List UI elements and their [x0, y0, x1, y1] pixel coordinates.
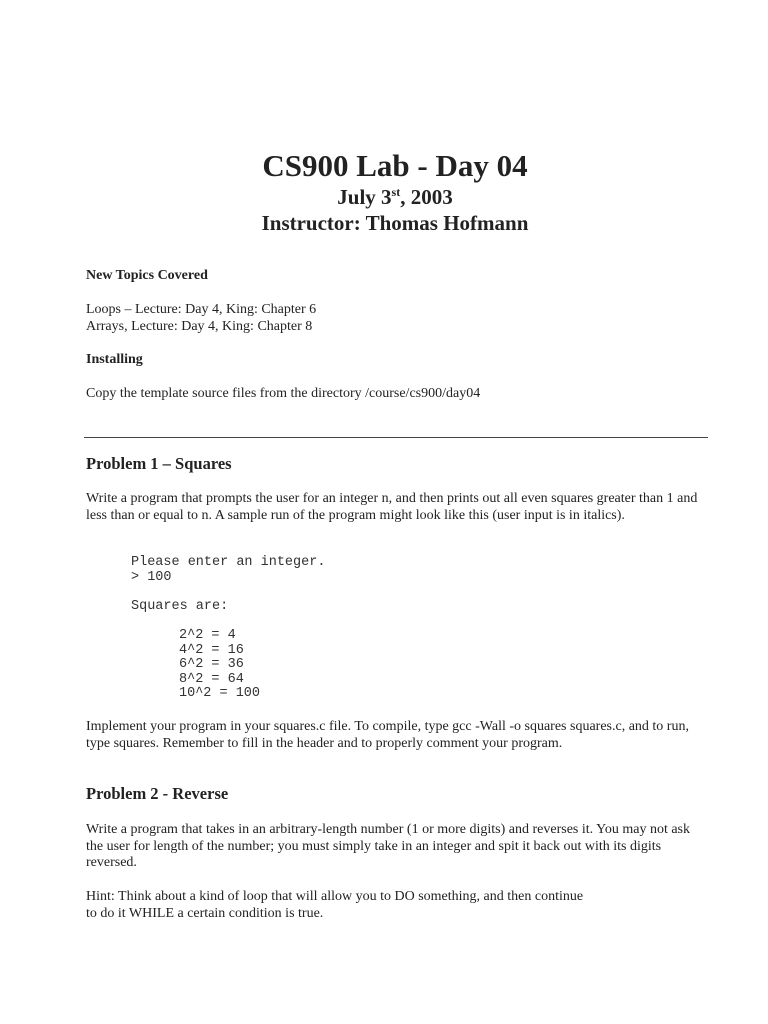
- topic-item: Loops – Lecture: Day 4, King: Chapter 6: [86, 302, 317, 317]
- new-topics-list: [86, 302, 708, 335]
- sample-output-line: 2^2 = 4: [179, 628, 236, 643]
- sample-output-line: 6^2 = 36: [179, 657, 244, 672]
- section-heading: New Topics Covered: [86, 268, 208, 283]
- date-year: , 2003: [400, 185, 453, 209]
- section-heading: Installing: [86, 352, 143, 367]
- date-day: July 3: [337, 185, 392, 209]
- sample-output-line: 10^2 = 100: [179, 686, 261, 701]
- sample-output-line: 8^2 = 64: [179, 671, 244, 687]
- sample-prompt: Please enter an integer.: [131, 555, 326, 570]
- problem1-heading: [86, 456, 708, 475]
- problem-heading: Problem 1 – Squares: [86, 454, 232, 473]
- problem2-hint: [86, 889, 708, 922]
- problem-paragraph: Write a program that prompts the user for an integer n, and then prints out all even squares greater than 1 and less than or equal to n. A sample run of the program might look like this (user input is in italics).: [86, 491, 698, 523]
- installing-text: [86, 386, 708, 403]
- problem2-description: [86, 822, 708, 872]
- problem-heading: Problem 2 - Reverse: [86, 784, 229, 803]
- new-topics-heading: [86, 268, 708, 285]
- sample-output-line: 4^2 = 16: [179, 642, 244, 658]
- sample-squares-label: Squares are:: [131, 599, 229, 614]
- problem2-heading: [86, 786, 708, 805]
- sample-input: > 100: [131, 570, 172, 585]
- hint-line: Hint: Think about a kind of loop that will allow you to DO something, and then continue: [86, 889, 584, 904]
- installing-paragraph: Copy the template source files from the directory /course/cs900/day04: [86, 386, 481, 401]
- date-ordinal: st: [391, 185, 401, 199]
- hint-line: to do it WHILE a certain condition is true.: [86, 905, 324, 921]
- horizontal-divider: [84, 437, 708, 438]
- problem-paragraph: Write a program that takes in an arbitrary-length number (1 or more digits) and reverses it. You may not ask the user for length of the number; you must simply take in an integer and spit it back out with its digits reversed.: [86, 822, 690, 870]
- document-header: [0, 148, 768, 236]
- topic-item: Arrays, Lecture: Day 4, King: Chapter 8: [86, 318, 313, 334]
- document-instructor: Instructor: Thomas Hofmann: [261, 211, 529, 235]
- document-date: [0, 184, 768, 210]
- document-title: CS900 Lab - Day 04: [262, 148, 528, 183]
- problem1-instructions: [86, 719, 708, 752]
- installing-heading: [86, 352, 708, 369]
- problem-paragraph: Implement your program in your squares.c file. To compile, type gcc -Wall -o squares squares.c, and to run, type squares. Remember to fill in the header and to properly comment your program.: [86, 719, 689, 751]
- problem1-description: [86, 491, 708, 524]
